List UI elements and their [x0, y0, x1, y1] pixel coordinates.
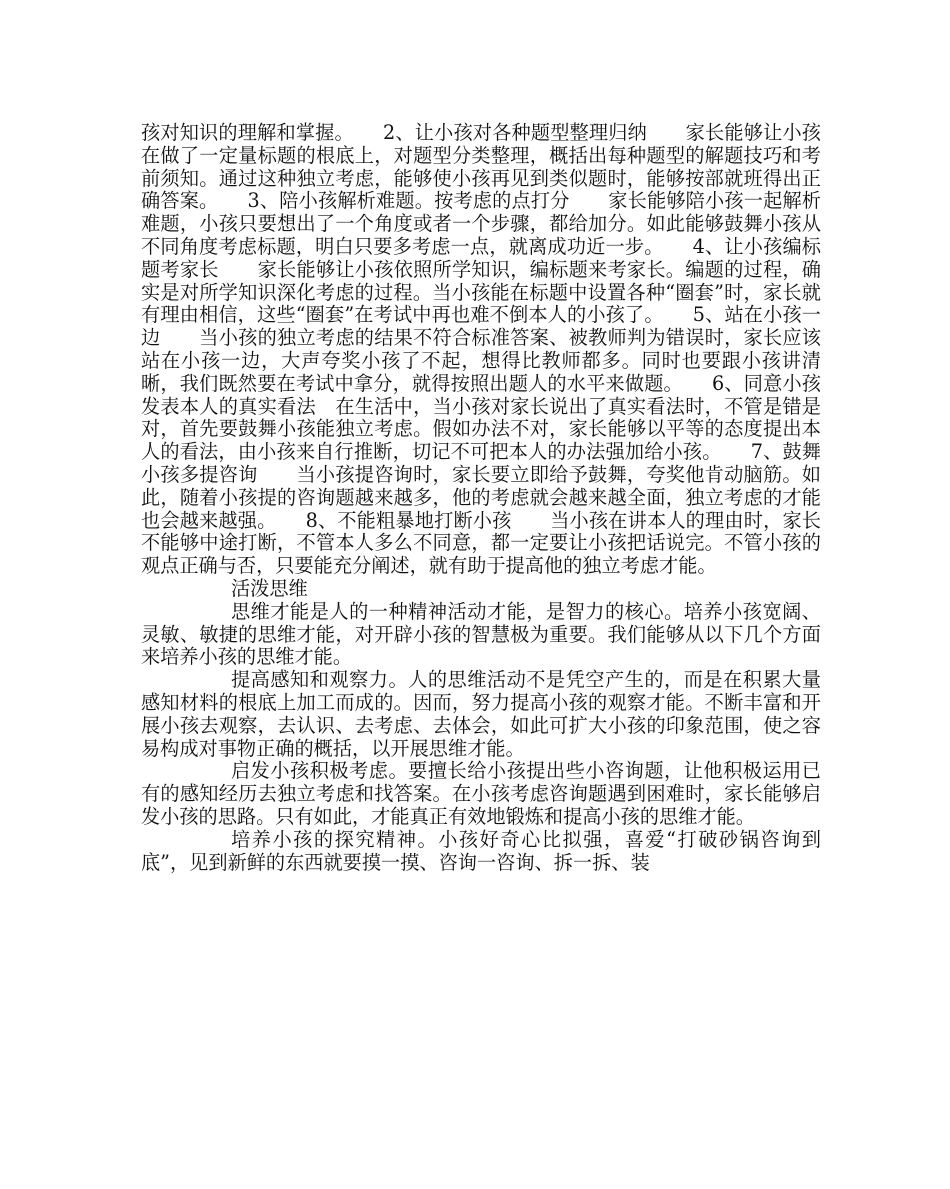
body-paragraph-continued: 孩对知识的理解和掌握。 2、让小孩对各种题型整理归纳 家长能够让小孩在做了一定量标题的根底上，对题型分类整理，概括出每种题型的解题技巧和考前须知。通过这种独立考虑，能够使小孩再见到类似题时，能够按部就班得出正确答案。 3、陪小孩解析难题。按考虑的点打分 家长能够陪小孩一起解析难题，小孩只要想出了一个角度或者一个步骤，都给加分。如此能够鼓舞小孩从不同角度考虑标题，明白只要多考虑一点，就离成功近一步。 4、让小孩编标题考家长 家长能够让小孩依照所学知识，编标题来考家长。编题的过程，确实是对所学知识深化考虑的过程。当小孩能在标题中设置各种“圈套”时，家长就有理由相信，这些“圈套”在考试中再也难不倒本人的小孩了。 5、站在小孩一边 当小孩的独立考虑的结果不符合标准答案、被教师判为错误时，家长应该站在小孩一边，大声夸奖小孩了不起，想得比教师都多。同时也要跟小孩讲清晰，我们既然要在考试中拿分，就得按照出题人的水平来做题。 6、同意小孩发表本人的真实看法 在生活中，当小孩对家长说出了真实看法时，不管是错是对，首先要鼓舞小孩能独立考虑。假如办法不对，家长能够以平等的态度提出本人的看法，由小孩来自行推断，切记不可把本人的办法强加给小孩。 7、鼓舞小孩多提咨询 当小孩提咨询时，家长要立即给予鼓舞，夸奖他肯动脑筋。如此，随着小孩提的咨询题越来越多，他的考虑就会越来越全面，独立考虑的才能也会越来越强。 8、不能粗暴地打断小孩 当小孩在讲本人的理由时，家长不能够中途打断，不管本人多么不同意，都一定要让小孩把话说完。不管小孩的观点正确与否，只要能充分阐述，就有助于提高他的独立考虑才能。	[141, 121, 821, 578]
document-body	[141, 122, 821, 874]
section-paragraph-exploration: 培养小孩的探究精神。小孩好奇心比拟强，喜爱“打破砂锅咨询到底”，见到新鲜的东西就要摸一摸、咨询一咨询、拆一拆、装	[141, 827, 821, 874]
section-paragraph-thinking-ability: 思维才能是人的一种精神活动才能，是智力的核心。培养小孩宽阔、灵敏、敏捷的思维才能，对开辟小孩的智慧极为重要。我们能够从以下几个方面来培养小孩的思维才能。	[141, 599, 821, 669]
section-paragraph-perception: 提高感知和观察力。人的思维活动不是凭空产生的，而是在积累大量感知材料的根底上加工而成的。因而，努力提高小孩的观察才能。不断丰富和开展小孩去观察，去认识、去考虑、去体会，如此可扩大小孩的印象范围，使之容易构成对事物正确的概括，以开展思维才能。	[141, 668, 821, 760]
section-heading: 活泼思维	[231, 576, 308, 600]
section-paragraph-inspire-thinking: 启发小孩积极考虑。要擅长给小孩提出些小咨询题，让他积极运用已有的感知经历去独立考虑和找答案。在小孩考虑咨询题遇到困难时，家长能够启发小孩的思路。只有如此，才能真正有效地锻炼和提高小孩的思维才能。	[141, 759, 821, 828]
